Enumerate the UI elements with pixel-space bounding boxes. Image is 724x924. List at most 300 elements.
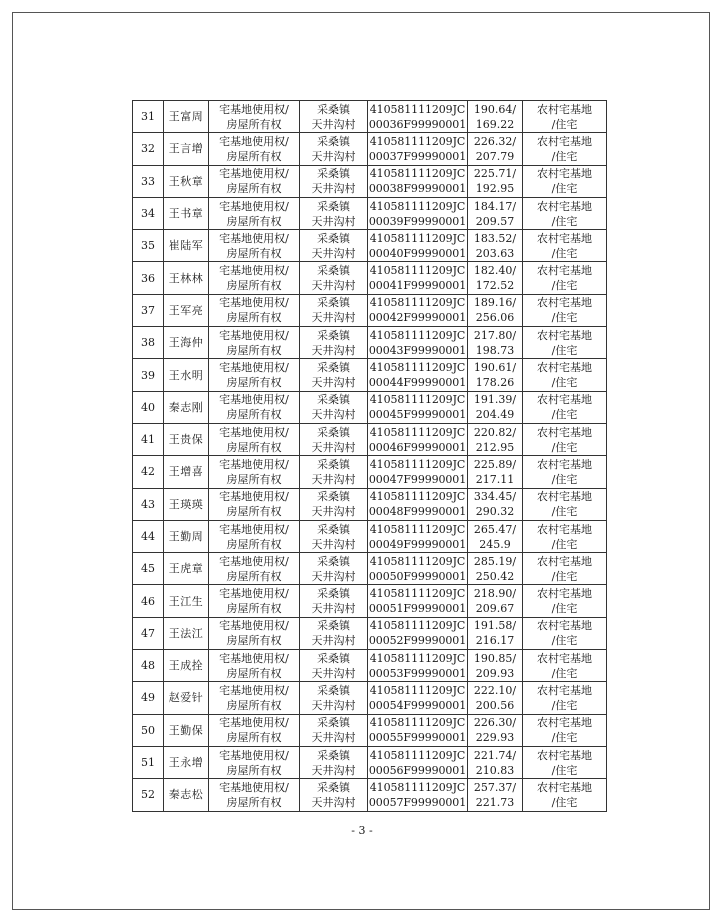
location-line: 采桑镇	[317, 134, 350, 148]
area-line: 192.95	[475, 182, 515, 196]
unit-code-line: 00051F99990001	[368, 602, 467, 616]
area-cell	[468, 714, 523, 746]
area-line: 229.93	[475, 731, 515, 745]
land-use-cell	[523, 391, 607, 423]
area-cell	[468, 682, 523, 714]
serial-number-cell: 52	[133, 779, 164, 811]
location-line: 采桑镇	[317, 102, 350, 116]
unit-code-cell	[368, 456, 468, 488]
land-use-line: /住宅	[551, 731, 578, 745]
unit-code-line: 00044F99990001	[368, 376, 467, 390]
location-line: 采桑镇	[317, 716, 350, 730]
area-line: 182.40/	[473, 264, 517, 278]
area-cell	[468, 423, 523, 455]
right-type-line: 宅基地使用权/	[219, 296, 289, 310]
location-line: 采桑镇	[317, 231, 350, 245]
location-line: 天井沟村	[311, 214, 356, 228]
owner-name-cell: 王富周	[164, 101, 209, 133]
unit-code-cell	[368, 650, 468, 682]
location-line: 采桑镇	[317, 748, 350, 762]
right-type-cell	[209, 262, 300, 294]
land-use-line: 农村宅基地	[537, 167, 592, 181]
table-row	[133, 423, 607, 455]
right-type-line: 房屋所有权	[226, 246, 282, 260]
area-line: 169.22	[475, 117, 515, 131]
table-row	[133, 520, 607, 552]
location-cell	[300, 101, 368, 133]
land-use-line: 农村宅基地	[537, 296, 592, 310]
area-line: 245.9	[479, 537, 511, 551]
land-use-cell	[523, 262, 607, 294]
area-line: 207.79	[475, 149, 515, 163]
right-type-line: 房屋所有权	[226, 149, 282, 163]
unit-code-line: 410581111209JC	[369, 167, 466, 181]
unit-code-line: 410581111209JC	[369, 716, 466, 730]
area-line: 256.06	[475, 311, 515, 325]
right-type-line: 宅基地使用权/	[219, 587, 289, 601]
location-cell	[300, 488, 368, 520]
right-type-line: 宅基地使用权/	[219, 748, 289, 762]
location-cell	[300, 262, 368, 294]
location-line: 采桑镇	[317, 619, 350, 633]
area-cell	[468, 746, 523, 778]
unit-code-line: 00045F99990001	[368, 408, 467, 422]
right-type-line: 宅基地使用权/	[219, 651, 289, 665]
right-type-line: 宅基地使用权/	[219, 328, 289, 342]
right-type-cell	[209, 779, 300, 811]
unit-code-line: 00039F99990001	[368, 214, 467, 228]
unit-code-cell	[368, 197, 468, 229]
unit-code-cell	[368, 617, 468, 649]
land-use-line: /住宅	[551, 537, 578, 551]
land-use-line: /住宅	[551, 117, 578, 131]
serial-number-cell: 51	[133, 746, 164, 778]
right-type-cell	[209, 423, 300, 455]
right-type-line: 房屋所有权	[226, 731, 282, 745]
unit-code-cell	[368, 230, 468, 262]
land-use-line: /住宅	[551, 602, 578, 616]
location-cell	[300, 682, 368, 714]
area-cell	[468, 230, 523, 262]
right-type-cell	[209, 746, 300, 778]
unit-code-line: 00043F99990001	[368, 343, 467, 357]
land-use-line: 农村宅基地	[537, 328, 592, 342]
right-type-line: 宅基地使用权/	[219, 716, 289, 730]
location-cell	[300, 294, 368, 326]
land-use-cell	[523, 197, 607, 229]
right-type-cell	[209, 714, 300, 746]
area-line: 257.37/	[473, 780, 517, 794]
area-cell	[468, 327, 523, 359]
right-type-line: 宅基地使用权/	[219, 199, 289, 213]
owner-name-cell: 王成拴	[164, 650, 209, 682]
area-line: 220.82/	[473, 425, 517, 439]
land-use-line: /住宅	[551, 795, 578, 809]
land-use-cell	[523, 779, 607, 811]
unit-code-line: 410581111209JC	[369, 231, 466, 245]
unit-code-line: 410581111209JC	[369, 134, 466, 148]
land-use-line: /住宅	[551, 698, 578, 712]
location-line: 采桑镇	[317, 393, 350, 407]
location-line: 采桑镇	[317, 199, 350, 213]
area-line: 209.93	[475, 666, 515, 680]
location-line: 天井沟村	[311, 505, 356, 519]
location-cell	[300, 456, 368, 488]
serial-number-cell: 41	[133, 423, 164, 455]
unit-code-line: 410581111209JC	[369, 264, 466, 278]
right-type-line: 宅基地使用权/	[219, 231, 289, 245]
land-use-line: /住宅	[551, 505, 578, 519]
location-line: 天井沟村	[311, 472, 356, 486]
right-type-cell	[209, 391, 300, 423]
area-line: 217.11	[475, 472, 515, 486]
location-line: 天井沟村	[311, 698, 356, 712]
area-cell	[468, 101, 523, 133]
right-type-line: 宅基地使用权/	[219, 490, 289, 504]
area-cell	[468, 650, 523, 682]
table-row	[133, 197, 607, 229]
land-use-cell	[523, 456, 607, 488]
location-line: 采桑镇	[317, 296, 350, 310]
right-type-cell	[209, 682, 300, 714]
land-use-cell	[523, 714, 607, 746]
location-line: 天井沟村	[311, 763, 356, 777]
land-use-line: 农村宅基地	[537, 199, 592, 213]
land-use-cell	[523, 650, 607, 682]
unit-code-line: 00049F99990001	[368, 537, 467, 551]
land-use-line: 农村宅基地	[537, 748, 592, 762]
serial-number-cell: 49	[133, 682, 164, 714]
unit-code-cell	[368, 327, 468, 359]
right-type-line: 房屋所有权	[226, 182, 282, 196]
serial-number-cell: 34	[133, 197, 164, 229]
location-cell	[300, 714, 368, 746]
land-use-line: /住宅	[551, 634, 578, 648]
location-cell	[300, 165, 368, 197]
location-line: 采桑镇	[317, 361, 350, 375]
land-use-line: 农村宅基地	[537, 683, 592, 697]
location-line: 天井沟村	[311, 182, 356, 196]
location-line: 采桑镇	[317, 683, 350, 697]
unit-code-cell	[368, 779, 468, 811]
land-use-line: 农村宅基地	[537, 264, 592, 278]
right-type-line: 宅基地使用权/	[219, 780, 289, 794]
right-type-cell	[209, 294, 300, 326]
location-line: 天井沟村	[311, 343, 356, 357]
serial-number-cell: 42	[133, 456, 164, 488]
table-row	[133, 779, 607, 811]
owner-name-cell: 王林林	[164, 262, 209, 294]
right-type-cell	[209, 359, 300, 391]
area-line: 221.73	[475, 795, 515, 809]
right-type-line: 房屋所有权	[226, 537, 282, 551]
area-line: 190.85/	[473, 651, 517, 665]
area-cell	[468, 585, 523, 617]
location-line: 采桑镇	[317, 554, 350, 568]
unit-code-line: 410581111209JC	[369, 199, 466, 213]
owner-name-cell: 王贵保	[164, 423, 209, 455]
owner-name-cell: 王勤保	[164, 714, 209, 746]
unit-code-line: 410581111209JC	[369, 683, 466, 697]
location-line: 采桑镇	[317, 328, 350, 342]
unit-code-cell	[368, 423, 468, 455]
unit-code-line: 410581111209JC	[369, 554, 466, 568]
right-type-line: 宅基地使用权/	[219, 102, 289, 116]
area-line: 285.19/	[473, 554, 517, 568]
land-use-line: 农村宅基地	[537, 716, 592, 730]
right-type-line: 房屋所有权	[226, 408, 282, 422]
area-cell	[468, 553, 523, 585]
land-use-line: /住宅	[551, 279, 578, 293]
location-cell	[300, 197, 368, 229]
unit-code-line: 00048F99990001	[368, 505, 467, 519]
land-use-line: /住宅	[551, 472, 578, 486]
area-line: 184.17/	[473, 199, 517, 213]
serial-number-cell: 48	[133, 650, 164, 682]
serial-number-cell: 46	[133, 585, 164, 617]
table-row	[133, 294, 607, 326]
owner-name-cell: 赵爱针	[164, 682, 209, 714]
unit-code-line: 00050F99990001	[368, 569, 467, 583]
land-use-line: 农村宅基地	[537, 393, 592, 407]
land-use-line: 农村宅基地	[537, 522, 592, 536]
land-use-line: /住宅	[551, 666, 578, 680]
table-row	[133, 456, 607, 488]
right-type-cell	[209, 617, 300, 649]
land-use-line: 农村宅基地	[537, 587, 592, 601]
owner-name-cell: 王江生	[164, 585, 209, 617]
right-type-line: 宅基地使用权/	[219, 554, 289, 568]
serial-number-cell: 35	[133, 230, 164, 262]
owner-name-cell: 王军亮	[164, 294, 209, 326]
table-row	[133, 359, 607, 391]
right-type-line: 宅基地使用权/	[219, 167, 289, 181]
serial-number-cell: 31	[133, 101, 164, 133]
right-type-cell	[209, 456, 300, 488]
land-use-line: 农村宅基地	[537, 780, 592, 794]
right-type-line: 宅基地使用权/	[219, 683, 289, 697]
location-cell	[300, 617, 368, 649]
location-line: 采桑镇	[317, 522, 350, 536]
serial-number-cell: 44	[133, 520, 164, 552]
location-line: 采桑镇	[317, 167, 350, 181]
table-row	[133, 391, 607, 423]
owner-name-cell: 王增喜	[164, 456, 209, 488]
right-type-cell	[209, 197, 300, 229]
land-use-cell	[523, 488, 607, 520]
unit-code-line: 00057F99990001	[368, 795, 467, 809]
location-line: 采桑镇	[317, 587, 350, 601]
land-use-cell	[523, 230, 607, 262]
right-type-line: 房屋所有权	[226, 602, 282, 616]
land-use-line: /住宅	[551, 246, 578, 260]
area-line: 265.47/	[473, 522, 517, 536]
location-line: 天井沟村	[311, 311, 356, 325]
right-type-cell	[209, 488, 300, 520]
owner-name-cell: 王书章	[164, 197, 209, 229]
area-cell	[468, 456, 523, 488]
unit-code-line: 410581111209JC	[369, 780, 466, 794]
unit-code-line: 00037F99990001	[368, 149, 467, 163]
serial-number-cell: 47	[133, 617, 164, 649]
land-use-cell	[523, 294, 607, 326]
unit-code-cell	[368, 359, 468, 391]
right-type-line: 房屋所有权	[226, 795, 282, 809]
land-use-cell	[523, 165, 607, 197]
area-cell	[468, 133, 523, 165]
owner-name-cell: 秦志刚	[164, 391, 209, 423]
area-line: 190.64/	[473, 102, 517, 116]
land-use-line: /住宅	[551, 182, 578, 196]
right-type-cell	[209, 230, 300, 262]
table-row	[133, 585, 607, 617]
table-row	[133, 327, 607, 359]
location-line: 天井沟村	[311, 246, 356, 260]
owner-name-cell: 王言增	[164, 133, 209, 165]
area-line: 172.52	[475, 279, 515, 293]
unit-code-line: 410581111209JC	[369, 651, 466, 665]
land-use-cell	[523, 101, 607, 133]
land-use-line: 农村宅基地	[537, 231, 592, 245]
area-line: 178.26	[475, 376, 515, 390]
unit-code-cell	[368, 553, 468, 585]
unit-code-cell	[368, 294, 468, 326]
owner-name-cell: 崔陆军	[164, 230, 209, 262]
right-type-cell	[209, 133, 300, 165]
location-line: 采桑镇	[317, 457, 350, 471]
area-cell	[468, 779, 523, 811]
area-line: 189.16/	[473, 296, 517, 310]
unit-code-line: 00046F99990001	[368, 440, 467, 454]
area-line: 290.32	[475, 505, 515, 519]
location-line: 天井沟村	[311, 408, 356, 422]
area-line: 225.89/	[473, 457, 517, 471]
land-use-cell	[523, 585, 607, 617]
land-use-cell	[523, 327, 607, 359]
area-line: 203.63	[475, 246, 515, 260]
table-row	[133, 682, 607, 714]
unit-code-cell	[368, 101, 468, 133]
location-line: 天井沟村	[311, 279, 356, 293]
land-use-line: /住宅	[551, 569, 578, 583]
location-line: 采桑镇	[317, 780, 350, 794]
location-cell	[300, 391, 368, 423]
area-cell	[468, 262, 523, 294]
land-use-line: /住宅	[551, 311, 578, 325]
right-type-cell	[209, 553, 300, 585]
unit-code-line: 410581111209JC	[369, 102, 466, 116]
unit-code-line: 410581111209JC	[369, 748, 466, 762]
area-line: 217.80/	[473, 328, 517, 342]
area-cell	[468, 617, 523, 649]
right-type-line: 房屋所有权	[226, 569, 282, 583]
unit-code-line: 00036F99990001	[368, 117, 467, 131]
unit-code-line: 410581111209JC	[369, 490, 466, 504]
area-line: 191.58/	[473, 619, 517, 633]
right-type-line: 宅基地使用权/	[219, 393, 289, 407]
location-cell	[300, 585, 368, 617]
unit-code-line: 00052F99990001	[368, 634, 467, 648]
location-line: 天井沟村	[311, 602, 356, 616]
area-line: 212.95	[475, 440, 515, 454]
table-body	[133, 101, 607, 812]
unit-code-line: 410581111209JC	[369, 328, 466, 342]
owner-name-cell: 王勤周	[164, 520, 209, 552]
area-line: 190.61/	[473, 361, 517, 375]
right-type-line: 房屋所有权	[226, 440, 282, 454]
table-row	[133, 617, 607, 649]
serial-number-cell: 43	[133, 488, 164, 520]
serial-number-cell: 39	[133, 359, 164, 391]
area-line: 226.30/	[473, 716, 517, 730]
location-line: 天井沟村	[311, 537, 356, 551]
area-line: 210.83	[475, 763, 515, 777]
location-cell	[300, 133, 368, 165]
location-line: 采桑镇	[317, 490, 350, 504]
unit-code-line: 00038F99990001	[368, 182, 467, 196]
right-type-line: 宅基地使用权/	[219, 522, 289, 536]
location-line: 采桑镇	[317, 425, 350, 439]
land-use-line: 农村宅基地	[537, 619, 592, 633]
owner-name-cell: 王海仲	[164, 327, 209, 359]
serial-number-cell: 32	[133, 133, 164, 165]
unit-code-line: 00042F99990001	[368, 311, 467, 325]
land-use-line: 农村宅基地	[537, 490, 592, 504]
land-use-cell	[523, 553, 607, 585]
right-type-line: 房屋所有权	[226, 763, 282, 777]
right-type-line: 宅基地使用权/	[219, 619, 289, 633]
land-use-cell	[523, 423, 607, 455]
land-use-line: /住宅	[551, 343, 578, 357]
location-line: 天井沟村	[311, 149, 356, 163]
table-row	[133, 746, 607, 778]
area-cell	[468, 165, 523, 197]
right-type-line: 宅基地使用权/	[219, 264, 289, 278]
land-use-line: /住宅	[551, 376, 578, 390]
land-use-cell	[523, 617, 607, 649]
area-cell	[468, 488, 523, 520]
unit-code-cell	[368, 262, 468, 294]
land-use-line: 农村宅基地	[537, 361, 592, 375]
location-line: 天井沟村	[311, 634, 356, 648]
land-use-line: 农村宅基地	[537, 425, 592, 439]
unit-code-line: 410581111209JC	[369, 393, 466, 407]
land-use-cell	[523, 746, 607, 778]
unit-code-line: 410581111209JC	[369, 457, 466, 471]
area-line: 209.67	[475, 602, 515, 616]
land-use-line: 农村宅基地	[537, 134, 592, 148]
land-use-line: 农村宅基地	[537, 457, 592, 471]
right-type-cell	[209, 101, 300, 133]
unit-code-line: 410581111209JC	[369, 619, 466, 633]
right-type-cell	[209, 585, 300, 617]
property-register-table	[132, 100, 607, 812]
unit-code-line: 410581111209JC	[369, 522, 466, 536]
land-use-line: 农村宅基地	[537, 554, 592, 568]
location-line: 采桑镇	[317, 264, 350, 278]
unit-code-line: 00054F99990001	[368, 698, 467, 712]
unit-code-line: 00047F99990001	[368, 472, 467, 486]
area-line: 204.49	[475, 408, 515, 422]
unit-code-line: 00053F99990001	[368, 666, 467, 680]
area-line: 250.42	[475, 569, 515, 583]
area-line: 209.57	[475, 214, 515, 228]
location-line: 采桑镇	[317, 651, 350, 665]
location-cell	[300, 650, 368, 682]
area-line: 222.10/	[473, 683, 517, 697]
location-line: 天井沟村	[311, 731, 356, 745]
table-row	[133, 553, 607, 585]
